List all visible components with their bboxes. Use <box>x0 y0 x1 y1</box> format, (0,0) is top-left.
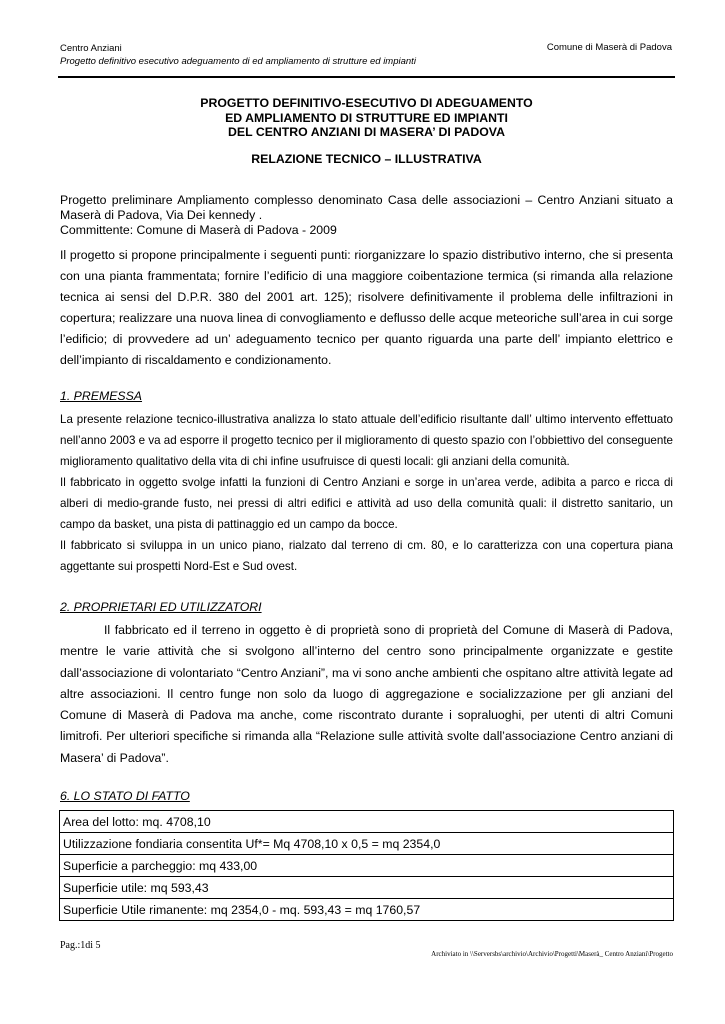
table-row <box>60 833 674 855</box>
proprietari-section <box>60 620 673 769</box>
header-left <box>60 42 416 68</box>
premessa-section <box>60 409 673 577</box>
table-row <box>60 899 674 921</box>
document-title <box>60 96 673 140</box>
intro-project: Progetto preliminare Ampliamento complesso denominato Casa delle associazioni – Centro Anziani situato a Maserà di Padova, Via Dei kennedy . <box>60 193 673 222</box>
stato-di-fatto-table <box>59 810 674 921</box>
table-cell: Area del lotto: mq. 4708,10 <box>60 811 674 833</box>
proprietari-paragraph: Il fabbricato ed il terreno in oggetto è di proprietà sono di proprietà del Comune di Maserà di Padova, mentre le varie attività che si svolgono all’interno del centro sono principalmente organizzate e gestite dall’associazione di volontariato “Centro Anziani”, ma vi sono anche ambienti che ospitano altre attività legate ad altre associazioni. Il centro funge non solo da luogo di aggregazione e socializzazione per gli anziani del Comune di Maserà di Padova ma anche, come riscontrato durante i sopraluoghi, per utenti di altri Comuni limitrofi. Per ulteriori specifiche si rimanda alla “Relazione sulle attività svolte dall’associazione Centro anziani di Masera’ di Padova”. <box>60 623 673 765</box>
table-cell: Superficie utile: mq 593,43 <box>60 877 674 899</box>
table-row <box>60 877 674 899</box>
header-organization: Centro Anziani <box>60 43 122 54</box>
table-row <box>60 811 674 833</box>
table-cell: Superficie Utile rimanente: mq 2354,0 - mq. 593,43 = mq 1760,57 <box>60 899 674 921</box>
table-row <box>60 855 674 877</box>
header-divider <box>58 76 675 78</box>
document-subtitle: RELAZIONE TECNICO – ILLUSTRATIVA <box>251 152 482 166</box>
page-number: Pag.:1di 5 <box>60 940 101 951</box>
table-cell: Utilizzazione fondiaria consentita Uf*= Mq 4708,10 x 0,5 = mq 2354,0 <box>60 833 674 855</box>
archive-path: Archiviato in \\Serversbs\archivio\Archivio\Progetti\Maserà_ Centro Anziani\Progetto <box>431 950 673 958</box>
title-line-3: DEL CENTRO ANZIANI DI MASERA’ DI PADOVA <box>228 125 505 139</box>
section-heading-proprietari: 2. PROPRIETARI ED UTILIZZATORI <box>60 600 262 614</box>
intro-client: Committente: Comune di Maserà di Padova - 2009 <box>60 223 337 237</box>
header-municipality: Comune di Maserà di Padova <box>546 42 672 53</box>
project-goals-paragraph: Il progetto si propone principalmente i seguenti punti: riorganizzare lo spazio distributivo interno, che si presenta con una pianta frammentata; fornire l’edificio di una maggiore coibentazione termica (si rimanda alla relazione tecnica ai sensi del D.P.R. 380 del 2001 art. 125); risolvere definitivamente il problema delle infiltrazioni in copertura; realizzare una nuova linea di convogliamento e deflusso delle acque meteoriche sull’area in cui sorge l’edificio; di provvedere ad un’ adeguamento tecnico per quanto riguarda una parte dell’ impianto elettrico e dell’impianto di riscaldamento e condizionamento. <box>60 248 673 367</box>
title-line-1: PROGETTO DEFINITIVO-ESECUTIVO DI ADEGUAMENTO <box>200 96 533 110</box>
section-heading-stato-di-fatto: 6. LO STATO DI FATTO <box>60 789 190 803</box>
premessa-paragraph-3: Il fabbricato si sviluppa in un unico piano, rialzato dal terreno di cm. 80, e lo caratterizza con una copertura piana aggettante sui prospetti Nord-Est e Sud ovest. <box>60 539 673 573</box>
premessa-paragraph-1: La presente relazione tecnico-illustrativa analizza lo stato attuale dell’edificio risultante dall’ ultimo intervento effettuato nell’anno 2003 e va ad esporre il progetto tecnico per il miglioramento di questo spazio con l’obbiettivo del conseguente miglioramento qualitativo della vita di chi infine usufruisce di questi locali: gli anziani della comunità. <box>60 413 673 468</box>
title-line-2: ED AMPLIAMENTO DI STRUTTURE ED IMPIANTI <box>225 110 508 125</box>
intro-block <box>60 193 673 238</box>
premessa-paragraph-2: Il fabbricato in oggetto svolge infatti la funzioni di Centro Anziani e sorge in un’area verde, adibita a parco e ricca di alberi di medio-grande fusto, nei pressi di altri edifici e attività ad uso della comunità quali: il distretto sanitario, un campo da basket, una pista di pattinaggio ed un campo da bocce. <box>60 476 673 531</box>
section-heading-premessa: 1. PREMESSA <box>60 389 143 403</box>
table-cell: Superficie a parcheggio: mq 433,00 <box>60 855 674 877</box>
header-project-name: Progetto definitivo esecutivo adeguamento di ed ampliamento di strutture ed impianti <box>60 56 416 67</box>
